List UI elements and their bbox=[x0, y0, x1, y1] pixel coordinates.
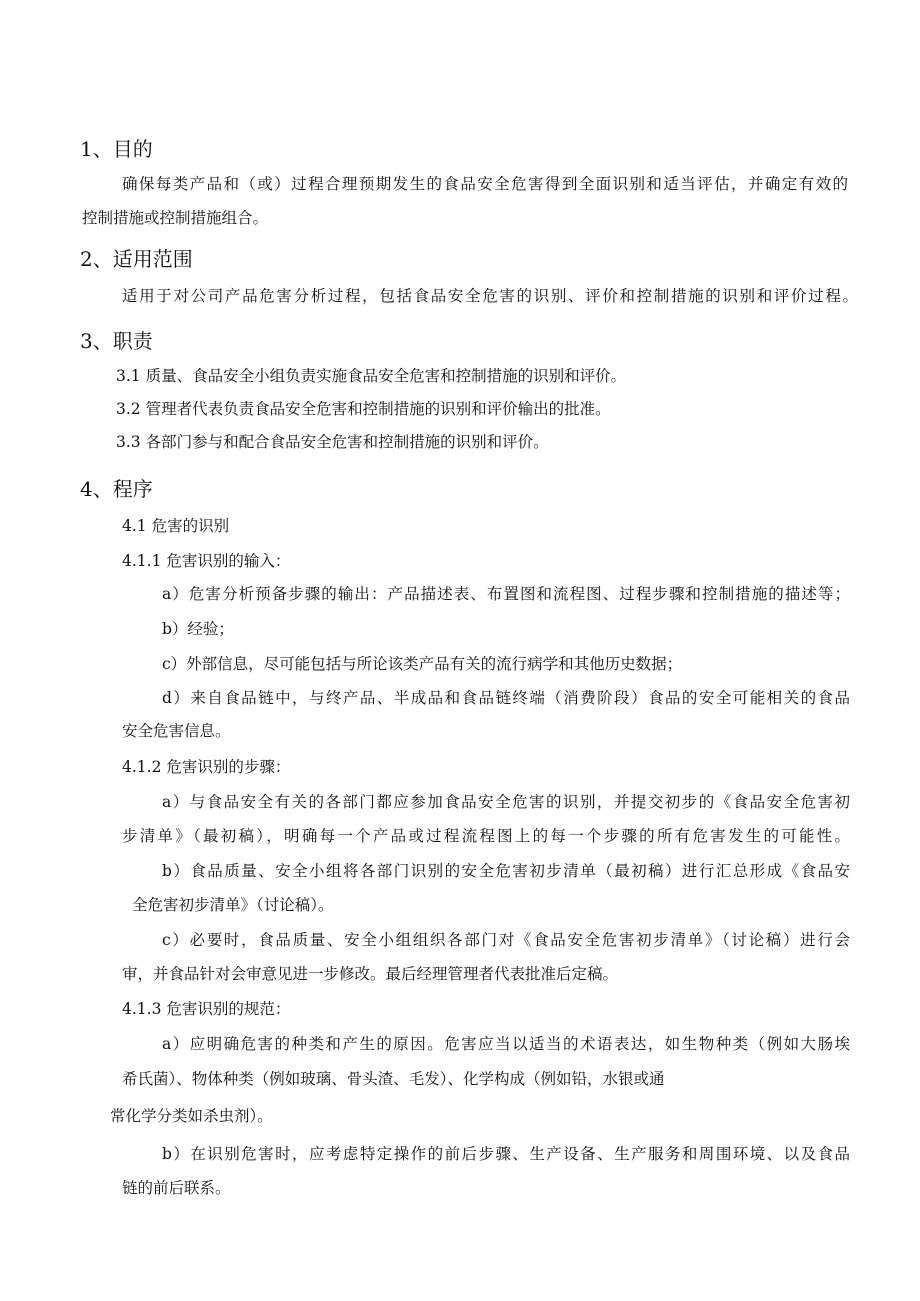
step-item-a-line-1: a）与食品安全有关的各部门都应参加食品安全危害的识别，并提交初步的《食品安全危害初 bbox=[162, 793, 850, 811]
spec-item-a-line-2: 希氏菌）、物体种类（例如玻璃、骨头渣、毛发）、化学构成（例如铅，水银或通 bbox=[122, 1070, 665, 1088]
input-item-b: b）经验； bbox=[162, 620, 234, 638]
step-item-c-line-2: 审，并食品针对会审意见进一步修改。最后经理管理者代表批准后定稿。 bbox=[122, 965, 619, 983]
spec-item-a-line-3: 常化学分类如杀虫剂）。 bbox=[110, 1107, 273, 1125]
input-item-a: a）危害分析预备步骤的输出：产品描述表、布置图和流程图、过程步骤和控制措施的描述等； bbox=[162, 585, 850, 603]
spec-item-b-line-2: 链的前后联系。 bbox=[122, 1179, 231, 1197]
input-item-c: c）外部信息，尽可能包括与所论该类产品有关的流行病学和其他历史数据； bbox=[162, 655, 683, 673]
section-3-item-3: 3.3 各部门参与和配合食品安全危害和控制措施的识别和评价。 bbox=[116, 433, 549, 451]
input-item-d-line-1: d）来自食品链中，与终产品、半成品和食品链终端（消费阶段）食品的安全可能相关的食品 bbox=[162, 689, 850, 707]
section-2-heading: 2、适用范围 bbox=[80, 247, 193, 271]
step-item-b-line-2: 全危害初步清单》（讨论稿）。 bbox=[132, 896, 334, 914]
input-item-d-line-2: 安全危害信息。 bbox=[122, 722, 231, 740]
section-2-line-1: 适用于对公司产品危害分析过程，包括食品安全危害的识别、评价和控制措施的识别和评价过程。 bbox=[122, 287, 858, 305]
step-item-a-line-2: 步清单》（最初稿），明确每一个产品或过程流程图上的每一个步骤的所有危害发生的可能性。 bbox=[122, 827, 850, 845]
step-item-b-line-1: b）食品质量、安全小组将各部门识别的安全危害初步清单（最初稿）进行汇总形成《食品安 bbox=[162, 862, 850, 880]
subsection-4-1-2: 4.1.2 危害识别的步骤： bbox=[122, 758, 291, 776]
subsection-4-1-3: 4.1.3 危害识别的规范： bbox=[122, 1000, 291, 1018]
spec-item-b-line-1: b）在识别危害时，应考虑特定操作的前后步骤、生产设备、生产服务和周围环境、以及食品 bbox=[162, 1145, 850, 1163]
step-item-c-line-1: c）必要时，食品质量、安全小组组织各部门对《食品安全危害初步清单》（讨论稿）进行会 bbox=[162, 931, 850, 949]
subsection-4-1: 4.1 危害的识别 bbox=[122, 517, 230, 535]
subsection-4-1-1: 4.1.1 危害识别的输入： bbox=[122, 552, 291, 570]
spec-item-a-line-1: a）应明确危害的种类和产生的原因。危害应当以适当的术语表达，如生物种类（例如大肠埃 bbox=[162, 1035, 850, 1053]
section-4-heading: 4、程序 bbox=[80, 477, 153, 501]
section-3-item-1: 3.1 质量、食品安全小组负责实施食品安全危害和控制措施的识别和评价。 bbox=[116, 367, 627, 385]
section-3-item-2: 3.2 管理者代表负责食品安全危害和控制措施的识别和评价输出的批准。 bbox=[116, 400, 611, 418]
section-1-line-2: 控制措施或控制措施组合。 bbox=[82, 209, 269, 227]
section-3-heading: 3、职责 bbox=[80, 329, 153, 353]
section-1-heading: 1、目的 bbox=[80, 137, 153, 161]
section-1-line-1: 确保每类产品和（或）过程合理预期发生的食品安全危害得到全面识别和适当评估，并确定有效的 bbox=[122, 175, 848, 193]
